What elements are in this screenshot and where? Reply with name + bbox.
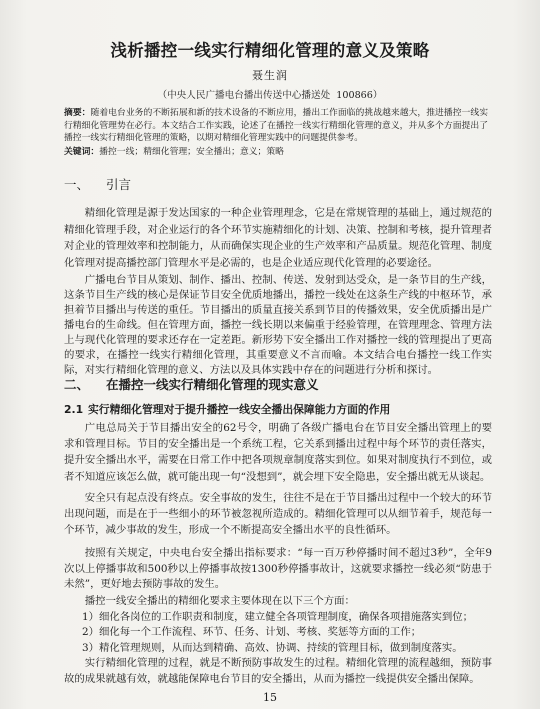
list-item: 3）精化管理规则，从而达到精确、高效、协调、持续的管理目标，做到制度落实。 <box>82 641 463 654</box>
paragraph: 安全只有起点没有终点。安全事故的发生，往往不是在于节目播出过程中一个较大的环节出现问题，而是在于一些细小的环节被忽视所造成的。精细化管理可以从细节着手，规范每一个环节，减少事故的发生，形成一个不断提高安全播出水平的良性循环。 <box>64 492 492 536</box>
paragraph: 按照有关规定，中央电台安全播出指标要求：“每一百万秒停播时间不超过3秒”，全年9次以上停播事故和500秒以上停播事故按1300秒停播事故计，这就要求播控一线必须“防患于未然”，更好地去预防事故的发生。 <box>64 547 492 591</box>
keywords-label: 关键词： <box>64 147 100 157</box>
keywords <box>64 146 488 159</box>
section-title: 在播控一线实行精细化管理的现实意义 <box>106 377 319 392</box>
paragraph: 广播电台节目从策划、制作、播出、控制、传送、发射到达受众，是一条节目的生产线，这条节目生产线的核心是保证节目安全优质地播出，播控一线处在这条生产线的中枢环节，承担着节目播出与传送的重任。节目播出的质量直接关系到节目的传播效果，安全优质播出是广播电台的生命线。但在管理方面，播控一线长期以来偏重于经验管理，在管理理念、管理方法上与现代化管理的要求还存在一定差距。新形势下安全播出工作对播控一线的管理提出了更高的要求，在播控一线实行精细化管理，其重要意义不言而喻。本文结合电台播控一线工作实际，对实行精细化管理的意义、方法以及具体实践中存在的问题进行分析和探讨。 <box>64 274 492 376</box>
abstract-text: 随着电台业务的不断拓展和新的技术设备的不断应用，播出工作面临的挑战越来越大，推进播控一线实行精细化管理势在必行。本文结合工作实践，论述了在播控一线实行精细化管理的意义，并从多个方面提出了播控一线实行精细化管理的策略，以期对精细化管理实践中的问题提供参考。 <box>64 108 488 144</box>
section-heading-introduction <box>64 177 492 193</box>
paragraph: 精细化管理是源于发达国家的一种企业管理理念，它是在常规管理的基础上，通过规范的精细化管理手段，对企业运行的各个环节实施精细化的计划、决策、控制和考核，提升管理者对企业的管理效率和控制能力，从而确保实现企业的生产效率和产品质量。规范化管理、制度化管理对提高播控部门管理水平是必需的，也是企业适应现代化管理的必要途径。 <box>64 207 492 269</box>
numbered-list <box>64 610 492 657</box>
paragraph: 实行精细化管理的过程，就是不断预防事故发生的过程。精细化管理的流程越细，预防事故的成果就越有效，就越能保障电台节目的安全播出，从而为播控一线提供安全播出保障。 <box>64 657 492 685</box>
author-affiliation: （中央人民广播电台播出传送中心播送处 100866） <box>157 90 383 101</box>
section-number: 一、 <box>64 177 90 192</box>
abstract <box>64 107 488 145</box>
page-number: 15 <box>263 691 277 704</box>
article-title: 浅析播控一线实行精细化管理的意义及策略 <box>110 41 430 60</box>
subsection-number: 2.1 <box>64 403 84 416</box>
section-heading-significance <box>64 377 492 393</box>
section-number: 二、 <box>64 377 90 392</box>
keywords-text: 播控一线；精细化管理；安全播出；意义；策略 <box>99 147 284 157</box>
abstract-label: 摘要： <box>64 108 91 118</box>
subsection-title: 实行精细化管理对于提升播控一线安全播出保障能力方面的作用 <box>88 403 391 416</box>
section-title: 引言 <box>106 177 132 192</box>
list-item: 2）细化每一个工作流程、环节、任务、计划、考核、奖惩等方面的工作； <box>82 626 422 639</box>
list-intro: 播控一线安全播出的精细化要求主要体现在以下三个方面： <box>84 595 355 607</box>
list-item: 1）细化各岗位的工作职责和制度，建立健全各项管理制度，确保各项措施落实到位； <box>82 610 474 623</box>
author-name: 聂生润 <box>252 69 288 82</box>
subsection-heading-2-1 <box>64 403 492 417</box>
paragraph: 广电总局关于节目播出安全的62号令，明确了各级广播电台在节目安全播出管理上的要求和管理目标。节目的安全播出是一个系统工程，它关系到播出过程中每个环节的责任落实，提升安全播出水平，需要在日常工作中把各项规章制度落实到位。如果对制度执行不到位，或者不知道应该怎么做，就可能出现一句“没想到”，就会埋下安全隐患，安全播出就无从谈起。 <box>64 422 492 483</box>
